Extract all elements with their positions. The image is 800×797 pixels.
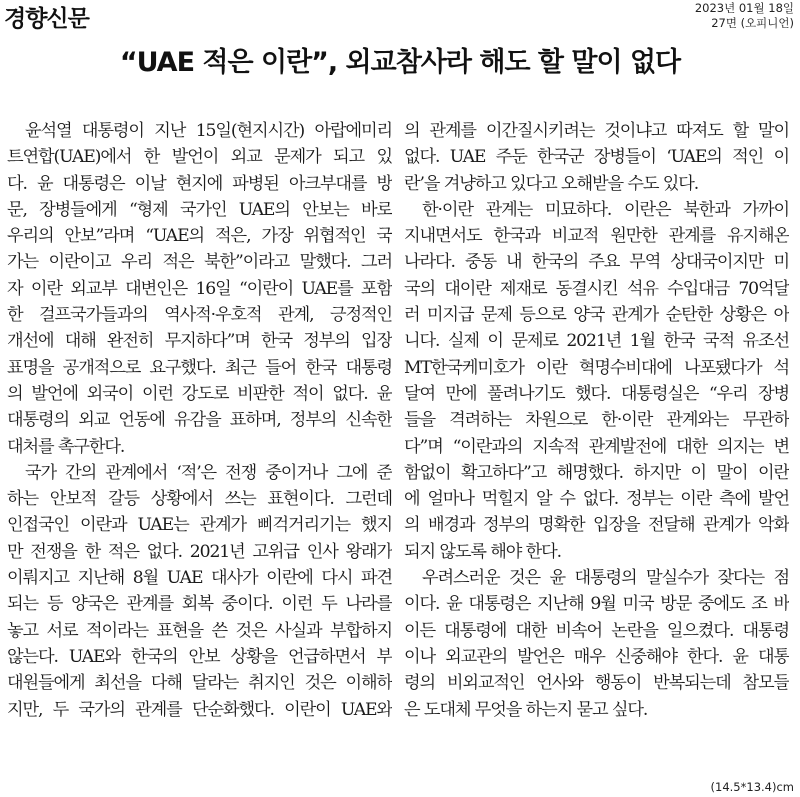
article-text-line: 개선에 대해 완전히 무지하다”며 한국 정부의 입장	[7, 331, 392, 352]
article-text-line: 인접국인 이란과 UAE는 관계가 삐걱거리기는 했지	[7, 515, 392, 536]
article-text-line: 이나 외교관의 발언은 매우 신중해야 한다. 윤 대통	[404, 646, 789, 667]
article-text-line: 의 관계를 이간질시키려는 것이냐고 따져도 할 말이	[404, 121, 789, 141]
article-text-line: 이든 대통령에 대한 비속어 논란을 일으켰다. 대통령	[404, 620, 789, 641]
article-text-line: 은 도대체 무엇을 하는지 묻고 싶다.	[404, 699, 648, 720]
article-text-line: 함없이 확고하다”고 해명했다. 하지만 이 말이 이란	[404, 462, 789, 483]
article-paragraph	[404, 118, 789, 197]
article-text-line: 의 배경과 정부의 명확한 입장을 전달해 관계가 악화	[404, 515, 789, 536]
article-text-line: 란’을 겨냥하고 있다고 오해받을 수도 있다.	[404, 173, 699, 194]
newspaper-masthead: 경향신문	[4, 6, 89, 32]
article-paragraph	[7, 118, 392, 460]
article-text-line: 않는다. UAE와 한국의 안보 상황을 언급하면서 부	[7, 646, 392, 667]
page-section: 27면 (오피니언)	[711, 16, 794, 30]
article-text-line: 국가 간의 관계에서 ‘적’은 전쟁 중이거나 그에 준	[25, 462, 392, 483]
article-column-left	[7, 118, 392, 723]
article-text-line: 달여 만에 풀려나기도 했다. 대통령실은 “우리 장병	[404, 383, 789, 404]
article-text-line: 이뤄지고 지난해 8월 UAE 대사가 이란에 다시 파견	[7, 568, 392, 589]
article-text-line: 문, 장병들에게 “형제 국가인 UAE의 안보는 바로	[7, 199, 392, 220]
article-text-line: 국의 대이란 제재로 동결시킨 석유 수입대금 70억달	[404, 278, 789, 299]
article-text-line: 자 이란 외교부 대변인은 16일 “이란이 UAE를 포함	[7, 278, 392, 299]
article-text-line: 윤석열 대통령이 지난 15일(현지시간) 아랍에미리	[25, 121, 392, 141]
article-text-line: 령의 비외교적인 언사와 행동이 반복되는데 참모들	[404, 673, 789, 694]
article-text-line: 지내면서도 한국과 비교적 원만한 관계를 유지해온	[404, 226, 789, 247]
article-text-line: 되는 등 양국은 관계를 회복 중이다. 이런 두 나라를	[7, 594, 392, 615]
article-text-line: 대통령의 외교 언동에 유감을 표하며, 정부의 신속한	[7, 410, 392, 431]
article-text-line: 없다. UAE 주둔 한국군 장병들이 ‘UAE의 적인 이	[404, 147, 789, 168]
article-text-line: 우려스러운 것은 윤 대통령의 말실수가 잦다는 점	[422, 568, 789, 589]
article-text-line: 표명을 공개적으로 요구했다. 최근 들어 한국 대통령	[7, 357, 392, 378]
article-text-line: 지만, 두 국가의 관계를 단순화했다. 이란이 UAE와	[7, 699, 392, 720]
article-text-line: 트연합(UAE)에서 한 발언이 외교 문제가 되고 있	[7, 147, 392, 168]
article-text-line: MT한국케미호가 이란 혁명수비대에 나포됐다가 석	[404, 357, 789, 378]
publication-date: 2023년 01월 18일	[694, 1, 794, 15]
article-text-line: 러 미지급 문제 등으로 양국 관계가 순탄한 상황은 아	[404, 305, 789, 326]
article-text-line: 되지 않도록 해야 한다.	[404, 541, 561, 562]
article-text-line: 다”며 “이란과의 지속적 관계발전에 대한 의지는 변	[404, 436, 789, 457]
article-text-line: 에 얼마나 먹힐지 알 수 없다. 정부는 이란 측에 발언	[404, 489, 789, 510]
article-text-line: 가는 이란이고 우리 적은 북한”이라고 말했다. 그러	[7, 252, 392, 273]
article-text-line: 놓고 서로 적이라는 표현을 쓴 것은 사실과 부합하지	[7, 620, 392, 641]
article-text-line: 다. 윤 대통령은 이날 현지에 파병된 아크부대를 방	[7, 173, 392, 194]
article-size-note: (14.5*13.4)cm	[710, 780, 794, 794]
article-headline: “UAE 적은 이란”, 외교참사라 해도 할 말이 없다	[119, 47, 681, 78]
article-text-line: 니다. 실제 이 문제로 2021년 1월 한국 국적 유조선	[404, 331, 789, 352]
article-text-line: 한 걸프국가들과의 역사적·우호적 관계, 긍정적인	[7, 305, 392, 326]
publication-meta	[695, 1, 794, 31]
article-text-line: 만 전쟁을 한 적은 없다. 2021년 고위급 인사 왕래가	[7, 541, 392, 562]
article-text-line: 하는 안보적 갈등 상황에서 쓰는 표현이다. 그런데	[7, 489, 392, 510]
article-text-line: 이다. 윤 대통령은 지난해 9월 미국 방문 중에도 조 바	[404, 594, 789, 615]
article-text-line: 한·이란 관계는 미묘하다. 이란은 북한과 가까이	[422, 199, 789, 220]
article-text-line: 대처를 촉구한다.	[7, 436, 125, 457]
article-paragraph	[404, 565, 789, 723]
article-text-line: 들을 격려하는 차원으로 한·이란 관계와는 무관하	[404, 410, 789, 431]
article-column-right	[404, 118, 789, 723]
article-text-line: 우리의 안보”라며 “UAE의 적은, 가장 위협적인 국	[7, 226, 392, 247]
article-text-line: 나라다. 중동 내 한국의 주요 무역 상대국이지만 미	[404, 252, 789, 273]
article-paragraph	[7, 460, 392, 723]
article-text-line: 의 발언에 외국이 이런 강도로 비판한 적이 없다. 윤	[7, 383, 392, 404]
article-paragraph	[404, 197, 789, 565]
article-text-line: 대원들에게 최선을 다해 달라는 취지인 것은 이해하	[7, 673, 392, 694]
